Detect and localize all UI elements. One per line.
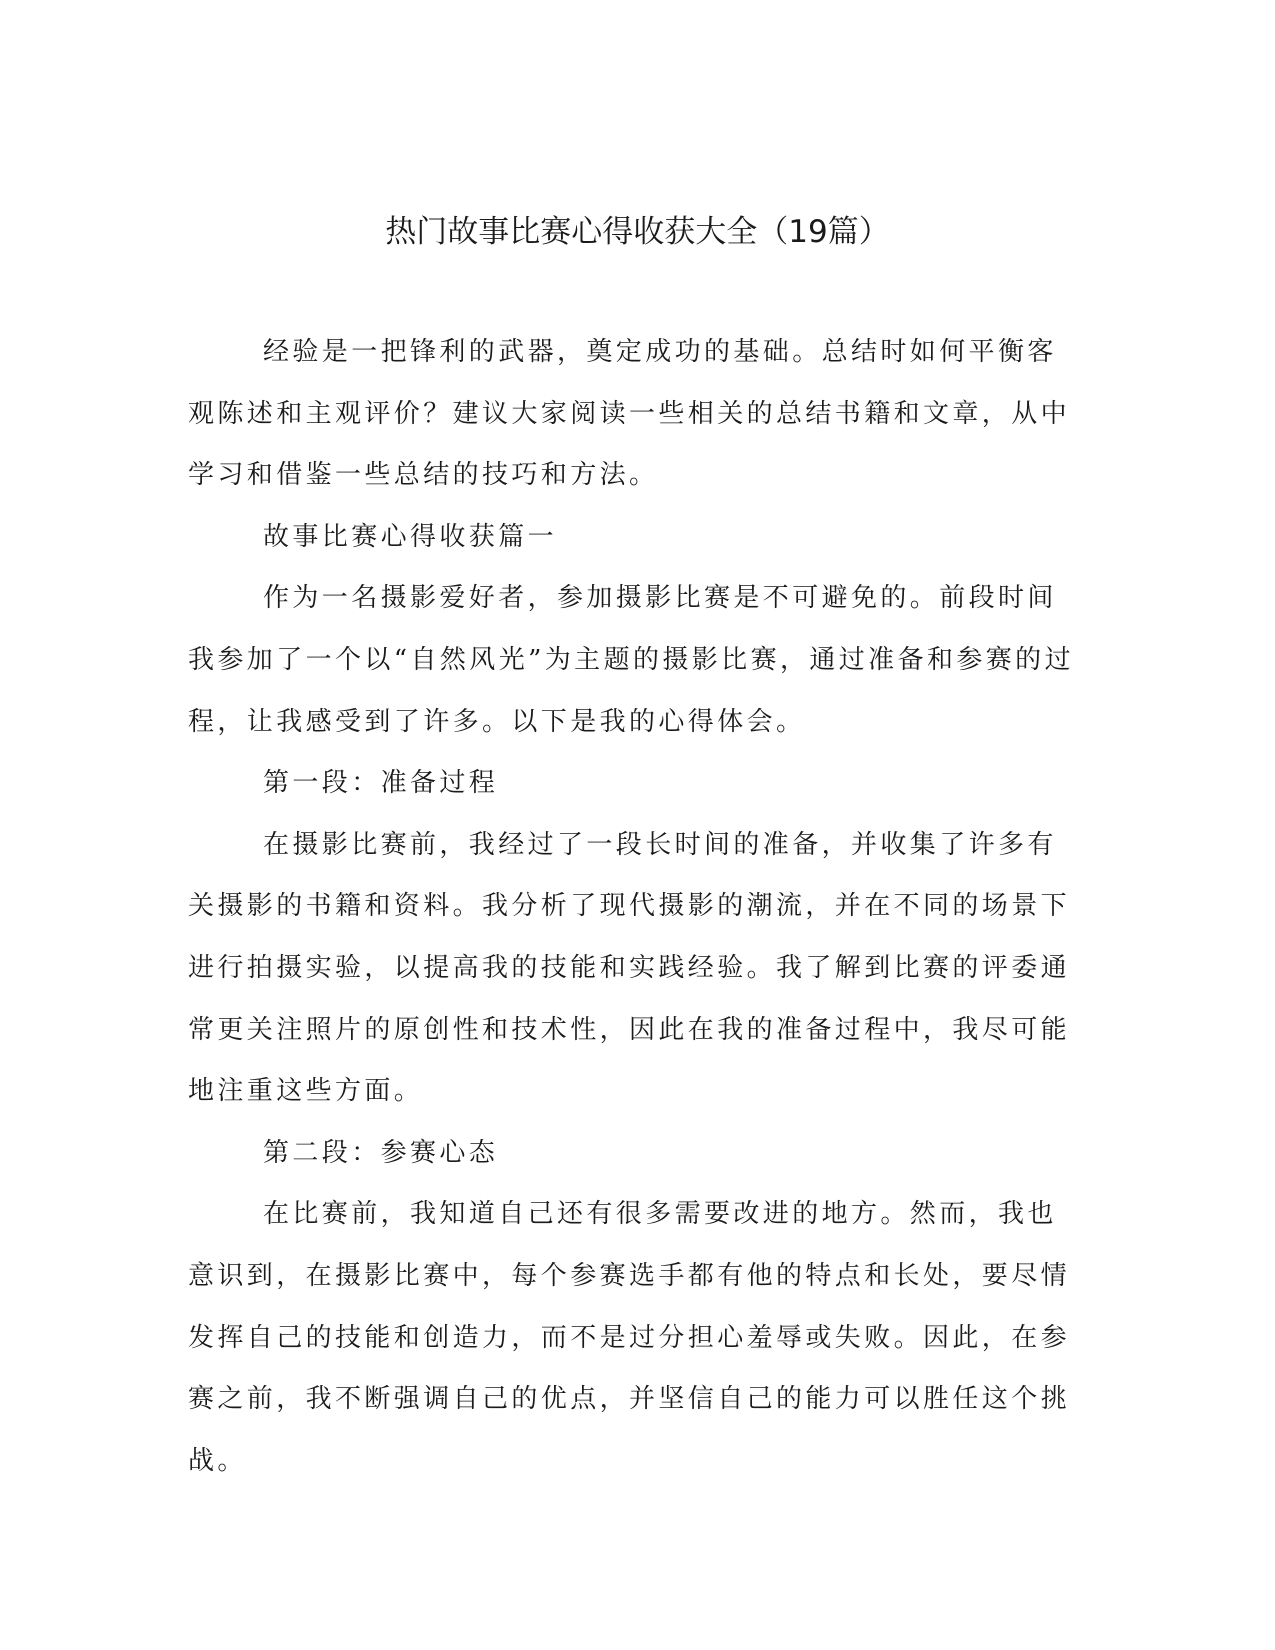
body-paragraph: 在比赛前，我知道自己还有很多需要改进的地方。然而，我也意识到，在摄影比赛中，每个参赛选手都有他的特点和长处，要尽情发挥自己的技能和创造力，而不是过分担心羞辱或失败。因此，在参赛之前，我不断强调自己的优点，并坚信自己的能力可以胜任这个挑战。 [188, 1199, 1071, 1476]
intro-paragraph: 经验是一把锋利的武器，奠定成功的基础。总结时如何平衡客观陈述和主观评价？建议大家阅读一些相关的总结书籍和文章，从中学习和借鉴一些总结的技巧和方法。 [188, 337, 1071, 491]
body-paragraph: 作为一名摄影爱好者，参加摄影比赛是不可避免的。前段时间我参加了一个以“自然风光”为主题的摄影比赛，通过准备和参赛的过程，让我感受到了许多。以下是我的心得体会。 [188, 583, 1074, 737]
subsection-heading: 第二段：参赛心态 [263, 1137, 499, 1168]
subsection-heading: 第一段：准备过程 [263, 768, 499, 799]
document-title: 热门故事比赛心得收获大全（19篇） [385, 214, 890, 250]
document-body [188, 322, 1078, 1492]
body-paragraph: 在摄影比赛前，我经过了一段长时间的准备，并收集了许多有关摄影的书籍和资料。我分析了现代摄影的潮流，并在不同的场景下进行拍摄实验，以提高我的技能和实践经验。我了解到比赛的评委通常更关注照片的原创性和技术性，因此在我的准备过程中，我尽可能地注重这些方面。 [188, 829, 1071, 1107]
section-heading: 故事比赛心得收获篇一 [263, 521, 558, 552]
